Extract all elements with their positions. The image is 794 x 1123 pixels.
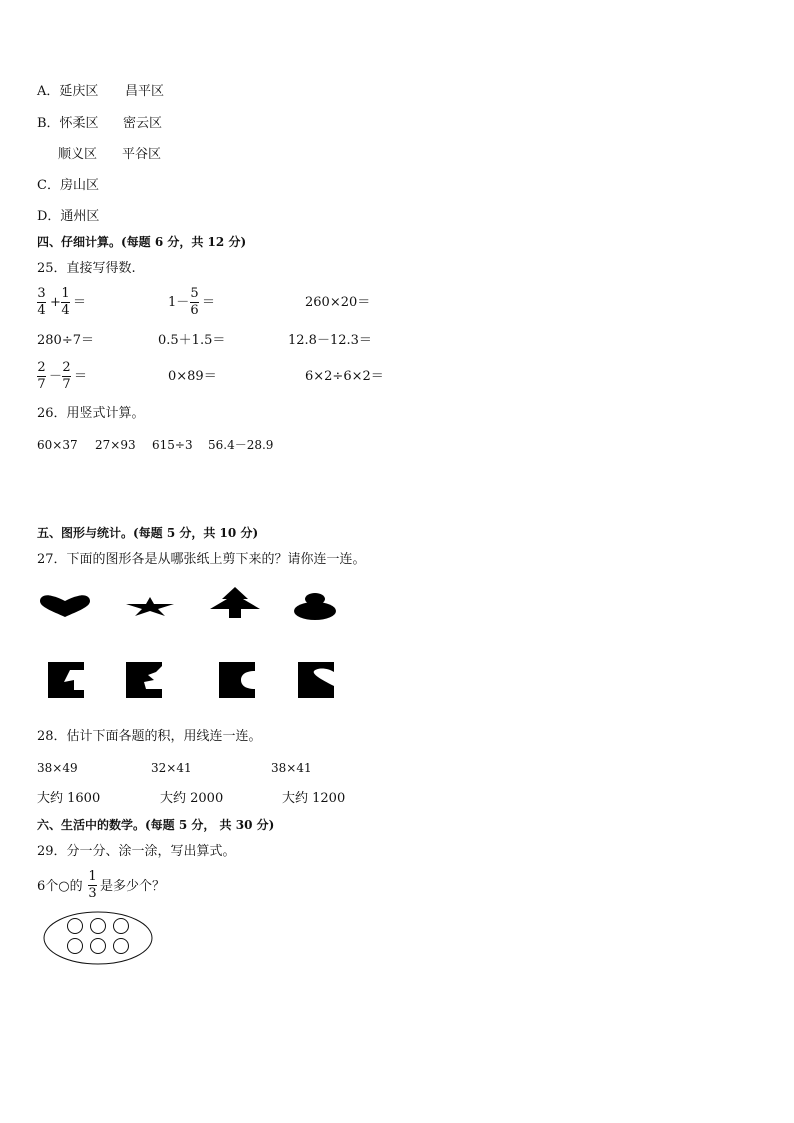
p6-expression: 12.8－12.3＝ <box>288 333 372 348</box>
q29-title: 29．分一分、涂一涂，写出算式。 <box>37 844 236 859</box>
numerator: 5 <box>190 286 199 301</box>
denominator: 7 <box>62 377 71 392</box>
q26-item: 615÷3 <box>152 438 193 452</box>
section-4-title: 四、仔细计算。(每题 6 分，共 12 分) <box>37 235 247 249</box>
q29-prefix: 6个○的 <box>37 879 83 894</box>
circle-group <box>68 919 129 954</box>
denominator: 4 <box>61 303 70 318</box>
p2-lead: 1－ <box>168 295 190 310</box>
fraction <box>37 361 46 392</box>
cut-paper-2 <box>126 662 162 698</box>
numerator: 2 <box>62 360 71 375</box>
tree-icon <box>208 587 262 618</box>
numerator: 2 <box>37 360 46 375</box>
small-circle <box>91 939 106 954</box>
small-circle <box>114 939 129 954</box>
estimate-item: 大约 1200 <box>282 791 346 806</box>
q26-item: 27×93 <box>95 438 136 452</box>
option-b-label: B．怀柔区 <box>37 116 99 131</box>
q25-title: 25．直接写得数. <box>37 261 136 276</box>
q28-title: 28．估计下面各题的积，用线连一连。 <box>37 729 262 744</box>
option-c-label: C．房山区 <box>37 178 99 193</box>
operator: + <box>50 295 61 310</box>
denominator: 4 <box>37 303 46 318</box>
option-a-label: A．延庆区 <box>37 84 99 99</box>
product-item: 38×49 <box>37 761 78 775</box>
numerator: 3 <box>37 286 46 301</box>
snowman-icon <box>292 592 338 620</box>
oval-with-circles <box>43 911 153 965</box>
small-circle <box>91 919 106 934</box>
equals: ＝ <box>74 369 88 384</box>
heart-icon <box>38 594 92 618</box>
estimate-item: 大约 2000 <box>160 791 224 806</box>
numerator: 1 <box>88 869 97 884</box>
p9-expression: 6×2÷6×2＝ <box>305 369 384 384</box>
star-icon <box>125 596 175 616</box>
fraction <box>62 361 71 392</box>
section-5-title: 五、图形与统计。(每题 5 分，共 10 分) <box>37 526 259 540</box>
option-a-second: 昌平区 <box>125 84 165 99</box>
option-b-line2-second: 平谷区 <box>122 147 162 162</box>
operator: － <box>49 369 63 384</box>
q29-suffix: 是多少个？ <box>100 879 166 894</box>
cut-paper-3 <box>219 662 255 698</box>
option-b-second: 密云区 <box>123 116 163 131</box>
product-item: 32×41 <box>151 761 192 775</box>
section-6-title: 六、生活中的数学。(每题 5 分， 共 30 分) <box>37 818 275 832</box>
cut-paper-1 <box>48 662 84 698</box>
option-b-line2-first: 顺义区 <box>58 147 98 162</box>
option-d-label: D．通州区 <box>37 209 100 224</box>
small-circle <box>68 939 83 954</box>
fraction <box>61 287 70 318</box>
p5-expression: 0.5＋1.5＝ <box>158 333 226 348</box>
q26-item: 56.4－28.9 <box>208 438 274 452</box>
denominator: 6 <box>190 303 199 318</box>
q26-item: 60×37 <box>37 438 78 452</box>
fraction <box>88 870 97 901</box>
denominator: 3 <box>88 886 97 901</box>
cut-paper-4 <box>298 662 334 698</box>
denominator: 7 <box>37 377 46 392</box>
q27-title: 27．下面的图形各是从哪张纸上剪下来的？请你连一连。 <box>37 552 366 567</box>
small-circle <box>68 919 83 934</box>
small-circle <box>114 919 129 934</box>
numerator: 1 <box>61 286 70 301</box>
p3-expression: 260×20＝ <box>305 295 371 310</box>
p8-expression: 0×89＝ <box>168 369 217 384</box>
equals: ＝ <box>73 295 87 310</box>
q26-title: 26．用竖式计算。 <box>37 406 145 421</box>
estimate-item: 大约 1600 <box>37 791 101 806</box>
fraction <box>37 287 46 318</box>
p4-expression: 280÷7＝ <box>37 333 94 348</box>
product-item: 38×41 <box>271 761 312 775</box>
equals: ＝ <box>202 295 216 310</box>
fraction <box>190 287 199 318</box>
